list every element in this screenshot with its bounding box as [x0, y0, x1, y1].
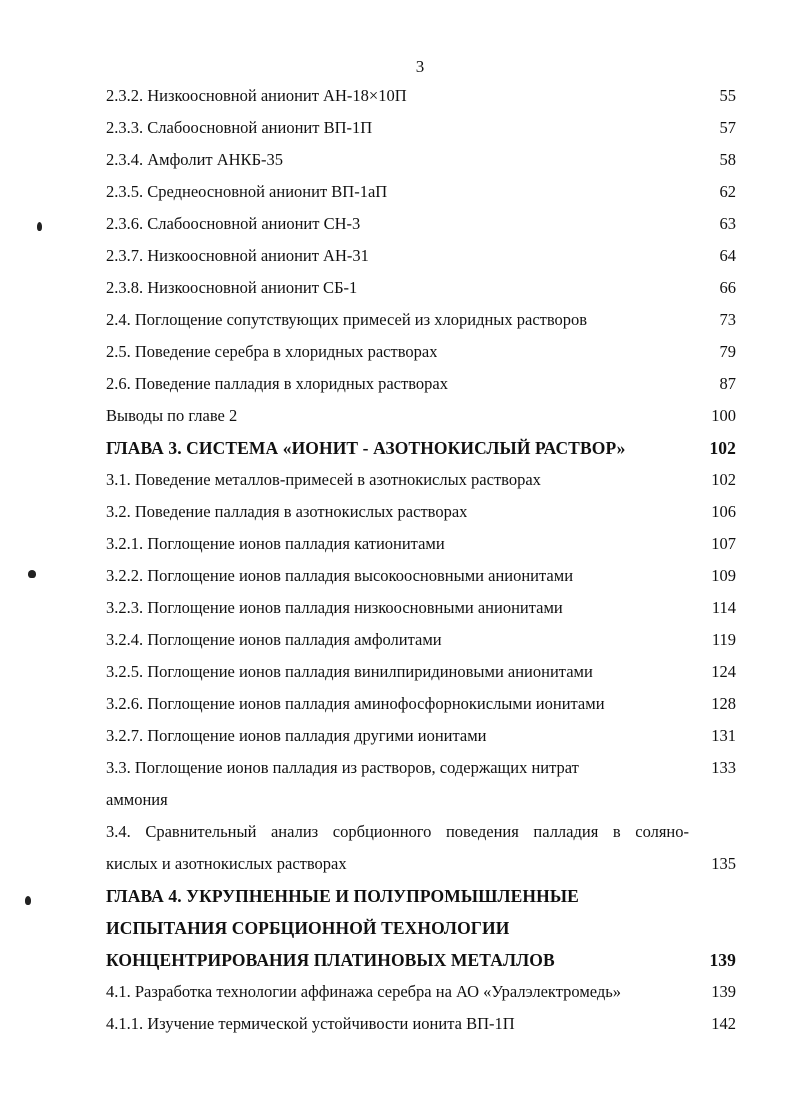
toc-entry-title: 3.3. Поглощение ионов палладия из растворов, содержащих нитрат [106, 758, 579, 777]
toc-entry-page: 124 [711, 662, 736, 681]
toc-entry-page: 107 [711, 534, 736, 553]
toc-entry-title: 2.3.8. Низкоосновной анионит СБ-1 [106, 278, 358, 297]
toc-entry-title: 4.1. Разработка технологии аффинажа серебра на АО «Уралэлектромедь» [106, 982, 622, 1001]
toc-entry[interactable] [106, 720, 736, 752]
toc-entry-title: 2.6. Поведение палладия в хлоридных растворах [106, 374, 448, 393]
toc-entry-page: 100 [711, 406, 736, 425]
toc-entry-page: 64 [719, 246, 736, 265]
toc-entry[interactable] [106, 208, 736, 240]
toc-entry-title: 2.3.2. Низкоосновной анионит АН-18×10П [106, 86, 407, 105]
toc-entry[interactable] [106, 304, 736, 336]
toc-entry[interactable] [106, 336, 736, 368]
toc-entry[interactable] [106, 752, 736, 784]
toc-entry-page: 102 [709, 438, 736, 458]
toc-entry-title: 3.4. Сравнительный анализ сорбционного поведения палладия в солянo- [106, 822, 689, 841]
toc-entry-title: 2.3.5. Среднеосновной анионит ВП-1аП [106, 182, 388, 201]
toc-entry-title: КОНЦЕНТРИРОВАНИЯ ПЛАТИНОВЫХ МЕТАЛЛОВ [106, 950, 555, 970]
toc-entry[interactable] [106, 400, 736, 432]
toc-entry-page: 62 [719, 182, 736, 201]
toc-entry[interactable] [106, 528, 736, 560]
toc-entry-page: 102 [711, 470, 736, 489]
toc-entry[interactable] [106, 272, 736, 304]
toc-entry-page: 87 [719, 374, 736, 393]
toc-entry-title: Выводы по главе 2 [106, 406, 238, 425]
toc-entry-title: ГЛАВА 4. УКРУПНЕННЫЕ И ПОЛУПРОМЫШЛЕННЫЕ [106, 886, 579, 906]
toc-entry-title: 2.3.3. Слабоосновной анионит ВП-1П [106, 118, 373, 137]
toc-entry-page: 106 [711, 502, 736, 521]
toc-entry-page: 119 [711, 630, 736, 649]
toc-entry-page: 131 [711, 726, 736, 745]
toc-entry-page: 135 [711, 854, 736, 873]
toc-entry[interactable] [106, 112, 736, 144]
toc-entry-page: 133 [711, 758, 736, 777]
toc-entry-title: 2.3.7. Низкоосновной анионит АН-31 [106, 246, 369, 265]
toc-entry-title: 4.1.1. Изучение термической устойчивости ионита ВП-1П [106, 1014, 515, 1033]
toc-entry-page: 63 [719, 214, 736, 233]
toc-entry-page: 142 [711, 1014, 736, 1033]
toc-entry-title: 3.2.7. Поглощение ионов палладия другими ионитами [106, 726, 487, 745]
toc-entry-page: 139 [709, 950, 736, 970]
toc-chapter-heading-continuation [106, 912, 736, 944]
toc-entry-page: 139 [711, 982, 736, 1001]
toc-entry[interactable] [106, 464, 736, 496]
scan-mark [37, 222, 42, 231]
toc-chapter-heading[interactable] [106, 432, 736, 464]
toc-entry[interactable] [106, 496, 736, 528]
toc-entry-title: 3.2.4. Поглощение ионов палладия амфолитами [106, 630, 442, 649]
toc-entry-page: 79 [719, 342, 736, 361]
scan-mark [28, 570, 36, 578]
toc-entry[interactable] [106, 624, 736, 656]
toc-entry-page: 66 [719, 278, 736, 297]
scan-mark [25, 896, 31, 905]
toc-entry[interactable] [106, 656, 736, 688]
toc-entry[interactable] [106, 80, 736, 112]
toc-entry-title: ГЛАВА 3. СИСТЕМА «ИОНИТ - АЗОТНОКИСЛЫЙ РАСТВОР» [106, 438, 626, 458]
toc-entry-title: аммония [106, 790, 168, 809]
toc-entry-title: 3.2.5. Поглощение ионов палладия винилпиридиновыми анионитами [106, 662, 593, 681]
toc-chapter-heading-continuation [106, 944, 736, 976]
toc-entry-title: 2.4. Поглощение сопутствующих примесей из хлоридных растворов [106, 310, 588, 329]
toc-entry-page: 109 [711, 566, 736, 585]
toc-entry[interactable] [106, 560, 736, 592]
toc-entry-title: 2.3.4. Амфолит АНКБ-35 [106, 150, 284, 169]
toc-entry-title: 3.2.2. Поглощение ионов палладия высокоосновными анионитами [106, 566, 574, 585]
toc-entry-title: ИСПЫТАНИЯ СОРБЦИОННОЙ ТЕХНОЛОГИИ [106, 918, 510, 938]
toc-entry-title: 2.5. Поведение серебра в хлоридных растворах [106, 342, 438, 361]
toc-entry-page: 114 [711, 598, 736, 617]
toc-entry-page: 57 [719, 118, 736, 137]
toc-entry-page: 73 [719, 310, 736, 329]
toc-entry[interactable] [106, 688, 736, 720]
table-of-contents [106, 80, 736, 1040]
toc-entry[interactable] [106, 592, 736, 624]
toc-entry-title: 3.2. Поведение палладия в азотнокислых растворах [106, 502, 468, 521]
toc-entry[interactable] [106, 368, 736, 400]
toc-entry[interactable] [106, 176, 736, 208]
toc-entry[interactable] [106, 1008, 736, 1040]
toc-entry-title: кислых и азотнокислых растворах [106, 854, 347, 873]
toc-entry-continuation [106, 784, 736, 816]
toc-entry[interactable] [106, 976, 736, 1008]
page-number: 3 [415, 57, 425, 76]
toc-entry-continuation [106, 848, 736, 880]
toc-entry-page: 55 [719, 86, 736, 105]
toc-chapter-heading[interactable] [106, 880, 736, 912]
toc-entry-title: 2.3.6. Слабоосновной анионит СН-3 [106, 214, 361, 233]
toc-entry[interactable] [106, 144, 736, 176]
toc-entry-title: 3.2.6. Поглощение ионов палладия аминофосфорнокислыми ионитами [106, 694, 605, 713]
toc-entry-page: 58 [719, 150, 736, 169]
toc-entry-title: 3.1. Поведение металлов-примесей в азотнокислых растворах [106, 470, 541, 489]
toc-entry[interactable] [106, 816, 736, 848]
toc-entry-title: 3.2.3. Поглощение ионов палладия низкоосновными анионитами [106, 598, 563, 617]
toc-entry-page: 128 [711, 694, 736, 713]
toc-entry-title: 3.2.1. Поглощение ионов палладия катионитами [106, 534, 445, 553]
toc-entry[interactable] [106, 240, 736, 272]
